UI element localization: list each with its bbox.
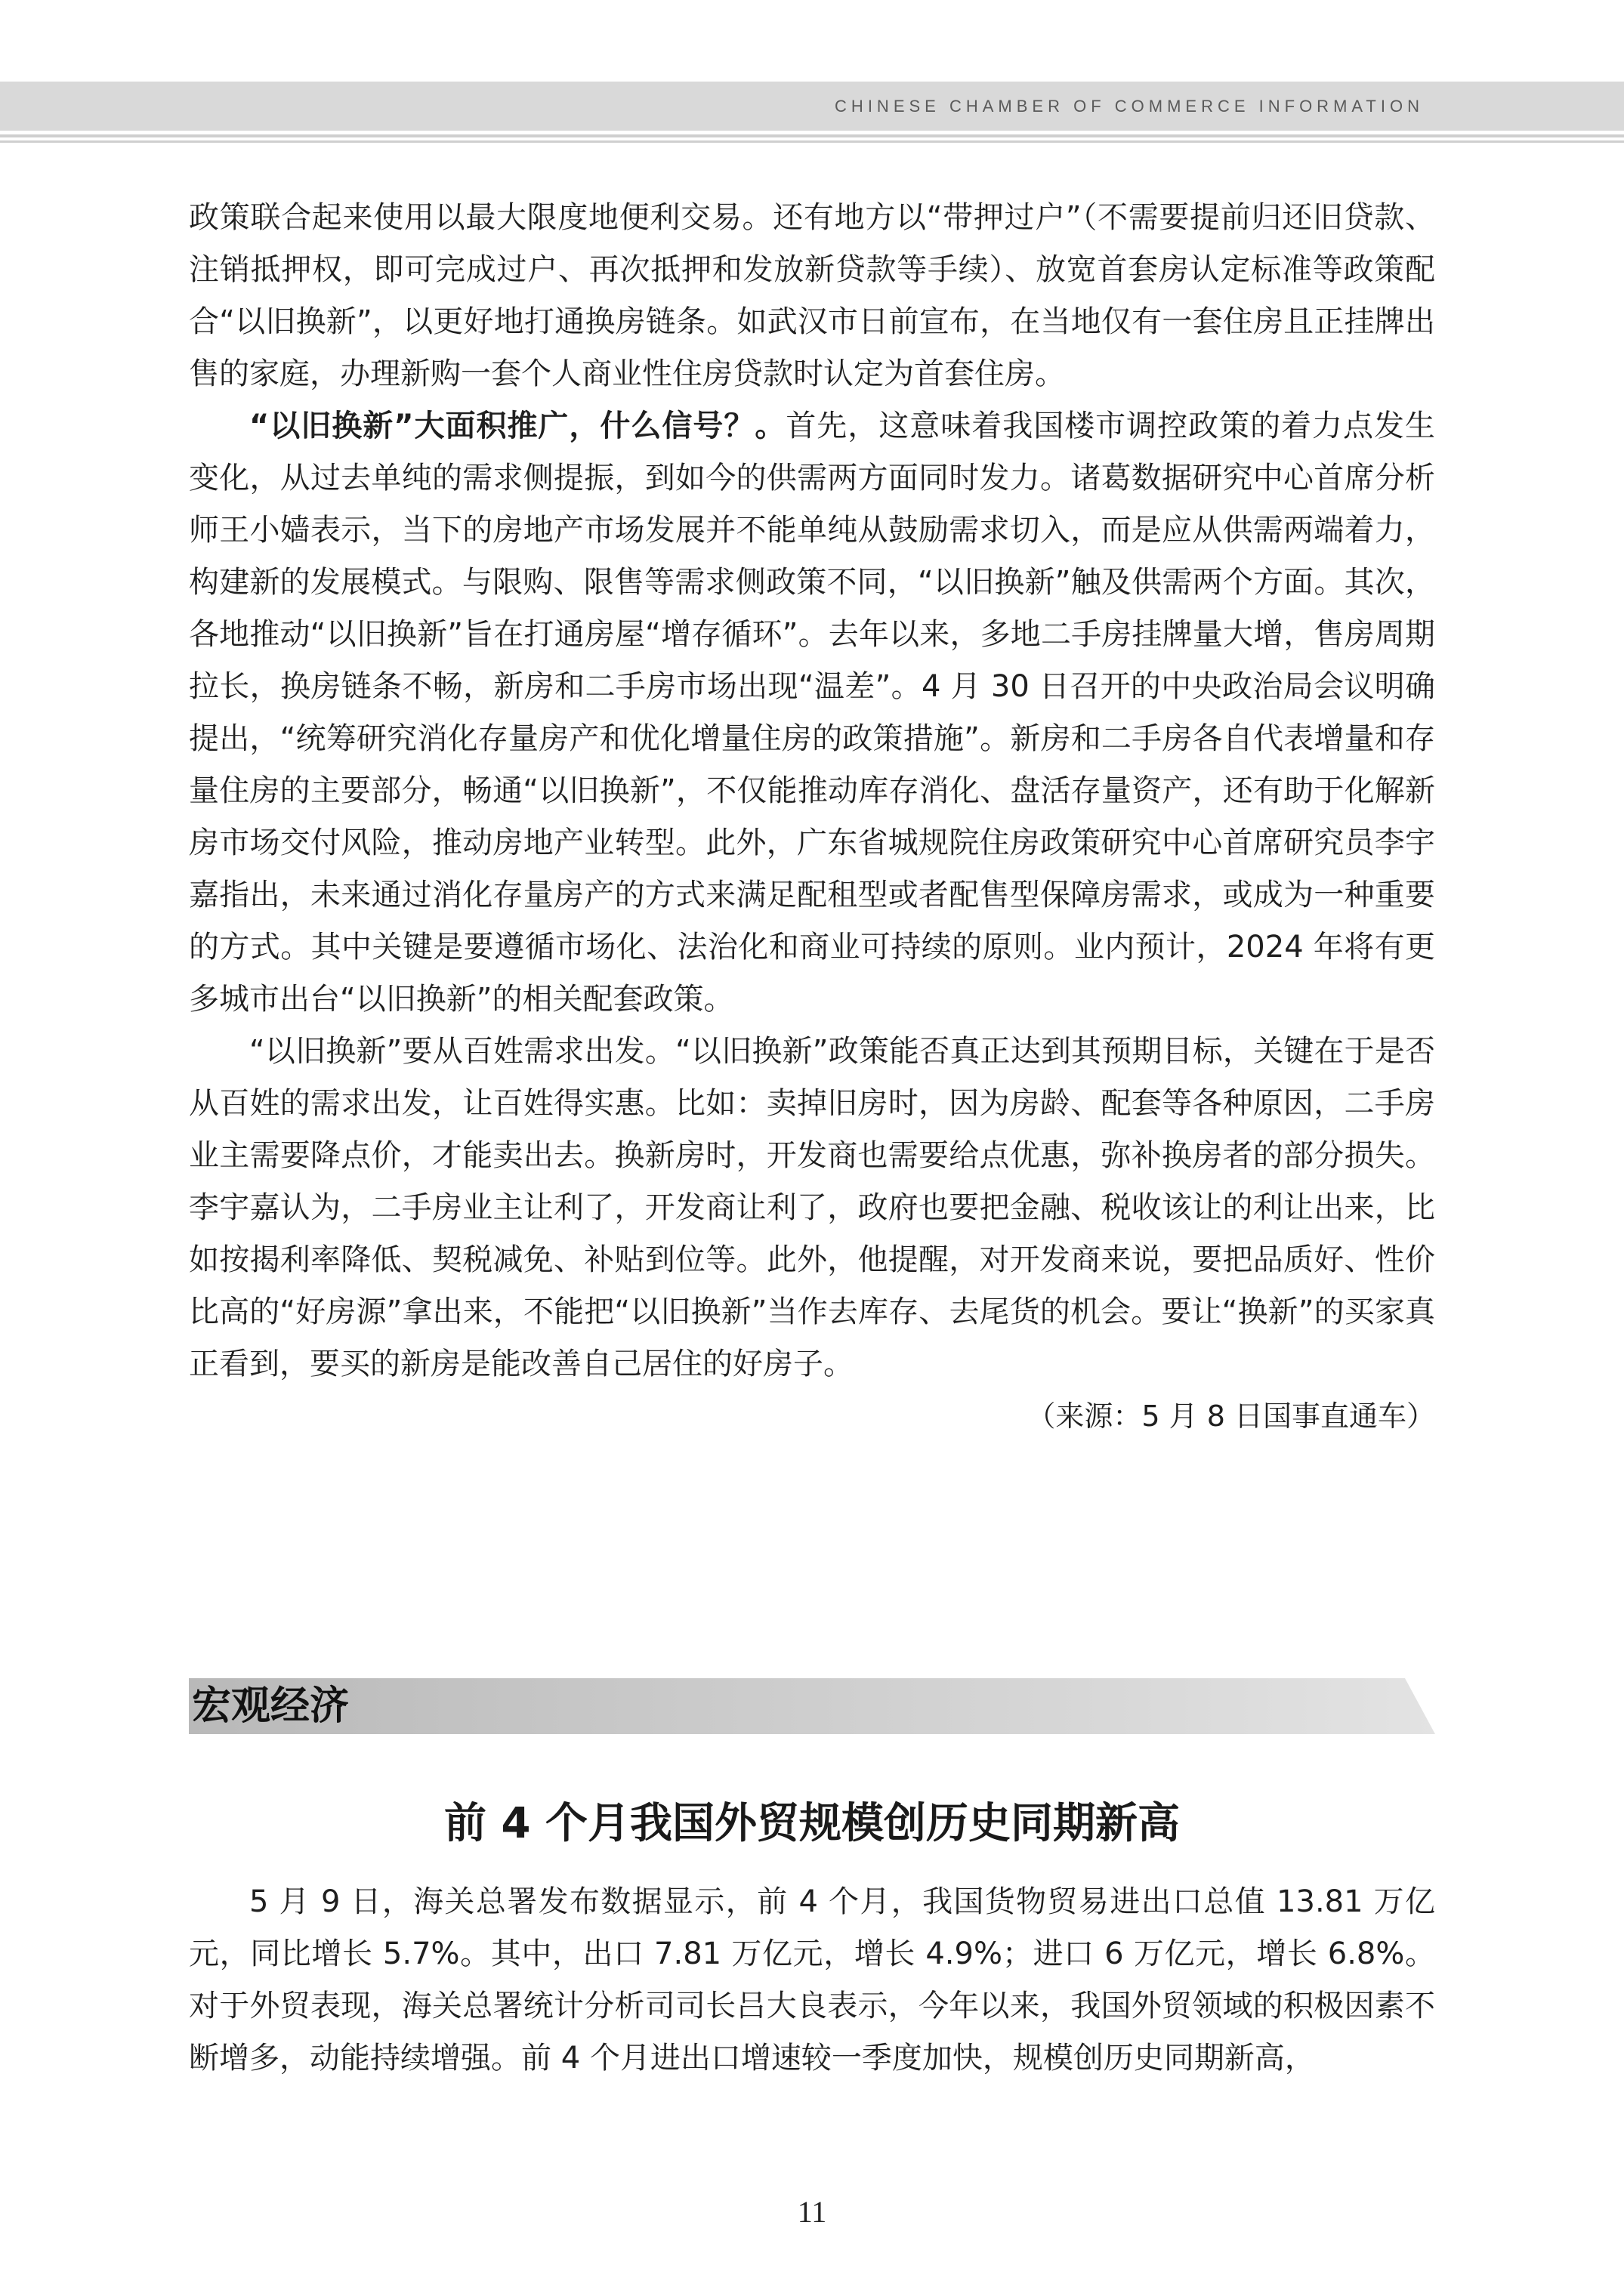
section-title: 宏观经济 <box>192 1683 350 1729</box>
paragraph-lead: “以旧换新”大面积推广，什么信号？。 <box>249 409 786 443</box>
article-paragraph-1: 政策联合起来使用以最大限度地便利交易。还有地方以“带押过户”（不需要提前归还旧贷款、注销抵押权，即可完成过户、再次抵押和发放新贷款等手续）、放宽首套房认定标准等政策配合“以旧换新”，以更好地打通换房链条。如武汉市日前宣布，在当地仅有一套住房且正挂牌出售的家庭，办理新购一套个人商业性住房贷款时认定为首套住房。 <box>189 200 1435 391</box>
article-paragraph-2 <box>189 400 1435 1026</box>
article-paragraph: 5 月 9 日，海关总署发布数据显示，前 4 个月，我国货物贸易进出口总值 13.81 万亿元，同比增长 5.7%。其中，出口 7.81 万亿元，增长 4.9%；进口 6 万亿元，增长 6.8%。对于外贸表现，海关总署统计分析司司长吕大良表示，今年以来，我国外贸领域的积极因素不断增多，动能持续增强。前 4 个月进出口增速较一季度加快，规模创历史同期新高， <box>189 1884 1435 2075</box>
page-number: 11 <box>797 2195 827 2229</box>
article-paragraph-3: “以旧换新”要从百姓需求出发。“以旧换新”政策能否真正达到其预期目标，关键在于是否从百姓的需求出发，让百姓得实惠。比如：卖掉旧房时，因为房龄、配套等各种原因，二手房业主需要降点价，才能卖出去。换新房时，开发商也需要给点优惠，弥补换房者的部分损失。李宇嘉认为，二手房业主让利了，开发商让利了，政府也要把金融、税收该让的利让出来，比如按揭利率降低、契税减免、补贴到位等。此外，他提醒，对开发商来说，要把品质好、性价比高的“好房源”拿出来，不能把“以旧换新”当作去库存、去尾货的机会。要让“换新”的买家真正看到，要买的新房是能改善自己居住的好房子。 <box>189 1034 1435 1381</box>
section-banner <box>189 1678 1435 1734</box>
publication-header: CHINESE CHAMBER OF COMMERCE INFORMATION <box>835 97 1424 116</box>
header-rule <box>0 134 1624 137</box>
article-housing-body <box>189 192 1435 1443</box>
paragraph-body: 首先，这意味着我国楼市调控政策的着力点发生变化，从过去单纯的需求侧提振，到如今的供需两方面同时发力。诸葛数据研究中心首席分析师王小嫱表示，当下的房地产市场发展并不能单纯从鼓励需求切入，而是应从供需两端着力，构建新的发展模式。与限购、限售等需求侧政策不同，“以旧换新”触及供需两个方面。其次，各地推动“以旧换新”旨在打通房屋“增存循环”。去年以来，多地二手房挂牌量大增，售房周期拉长，换房链条不畅，新房和二手房市场出现“温差”。4 月 30 日召开的中央政治局会议明确提出，“统筹研究消化存量房产和优化增量住房的政策措施”。新房和二手房各自代表增量和存量住房的主要部分，畅通“以旧换新”，不仅能推动库存消化、盘活存量资产，还有助于化解新房市场交付风险，推动房地产业转型。此外，广东省城规院住房政策研究中心首席研究员李宇嘉指出，未来通过消化存量房产的方式来满足配租型或者配售型保障房需求，或成为一种重要的方式。其中关键是要遵循市场化、法治化和商业可持续的原则。业内预计，2024 年将有更多城市出台“以旧换新”的相关配套政策。 <box>189 409 1436 1017</box>
header-rule-secondary <box>0 140 1624 143</box>
article-title: 前 4 个月我国外贸规模创历史同期新高 <box>444 1799 1180 1848</box>
article-source: （来源：5 月 8 日国事直通车） <box>1027 1400 1435 1433</box>
article-trade-body <box>189 1876 1435 2085</box>
